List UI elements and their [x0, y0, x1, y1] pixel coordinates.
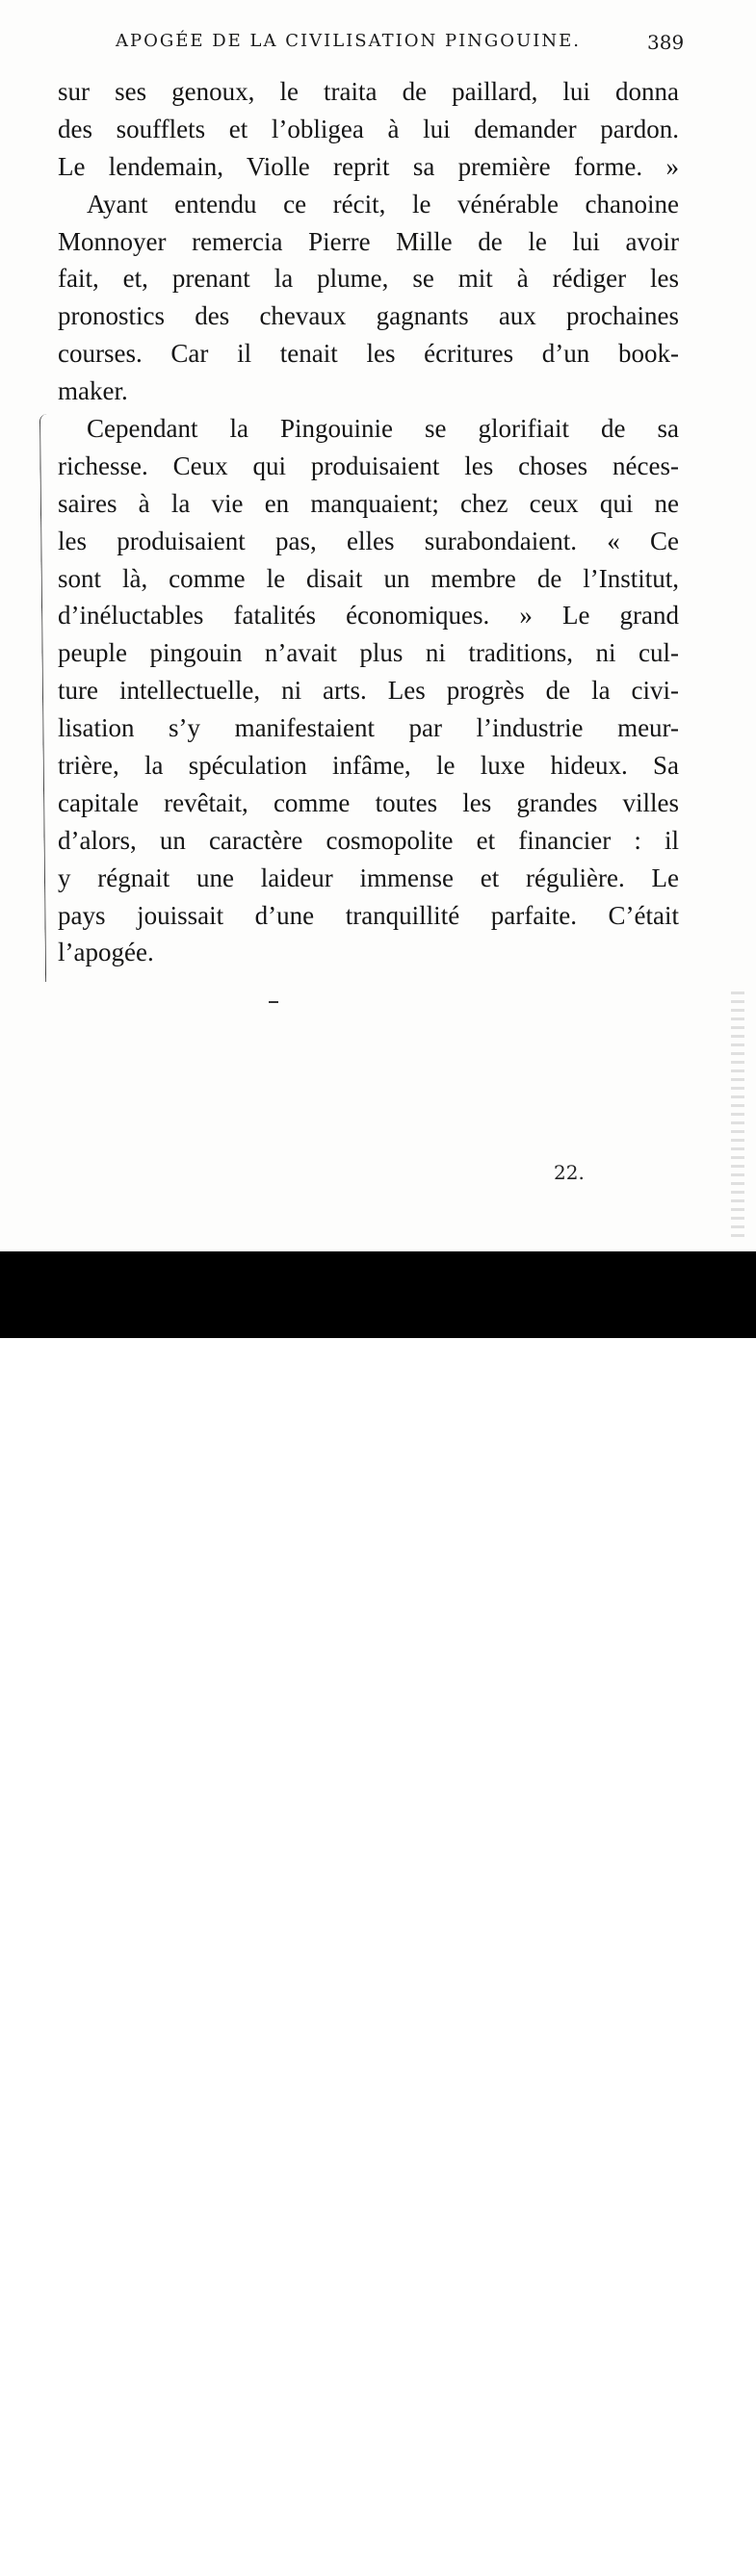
text-line: les produisaient pas, elles surabondaient. « Ce: [58, 526, 679, 555]
text-line: l’apogée.: [58, 938, 154, 967]
text-line: Le lendemain, Violle reprit sa première forme. »: [58, 151, 679, 181]
text-line: d’alors, un caractère cosmopolite et financier : il: [58, 825, 679, 855]
text-line: Monnoyer remercia Pierre Mille de le lui avoir: [58, 226, 679, 256]
page-number: 389: [647, 31, 685, 54]
text-line: pronostics des chevaux gagnants aux prochaines: [58, 301, 679, 331]
scan-edge-artifact: [731, 992, 744, 1242]
text-line: sont là, comme le disait un membre de l’Institut,: [58, 563, 679, 593]
text-line: Ayant entendu ce récit, le vénérable chanoine: [87, 189, 679, 219]
watermark-footer: [0, 1251, 756, 2572]
margin-pencil-mark: [39, 414, 56, 982]
text-line: maker.: [58, 376, 128, 406]
section-dash: [269, 1001, 278, 1003]
text-line: pays jouissait d’une tranquillité parfaite. C’était: [58, 900, 679, 930]
text-line: sur ses genoux, le traita de paillard, lui donna: [58, 77, 679, 106]
text-line: peuple pingouin n’avait plus ni traditions, ni cul-: [58, 638, 679, 668]
body-text: [58, 73, 679, 971]
book-page: [0, 0, 756, 1251]
text-line: courses. Car il tenait les écritures d’un book-: [58, 339, 679, 369]
text-line: richesse. Ceux qui produisaient les choses néces-: [58, 451, 679, 480]
site-url: www.alamy.com: [598, 2553, 731, 2572]
text-line: d’inéluctables fatalités économiques. » Le grand: [58, 601, 679, 631]
signature-mark: 22.: [554, 1161, 585, 1184]
alamy-logo: alamy: [31, 2514, 190, 2570]
text-line: lisation s’y manifestaient par l’industrie meur-: [58, 713, 679, 743]
text-line: y régnait une laideur immense et régulière. Le: [58, 863, 679, 892]
text-line: Cependant la Pingouinie se glorifiait de sa: [87, 414, 679, 444]
text-line: fait, et, prenant la plume, se mit à rédiger les: [58, 264, 679, 294]
text-line: ture intellectuelle, ni arts. Les progrès de la civi-: [58, 676, 679, 706]
running-head: APOGÉE DE LA CIVILISATION PINGOUINE.: [116, 31, 581, 51]
text-line: saires à la vie en manquaient; chez ceux qui ne: [58, 488, 679, 518]
image-id: Image ID: KBXJJ0: [592, 2527, 731, 2546]
text-line: trière, la spéculation infâme, le luxe hideux. Sa: [58, 751, 679, 781]
text-line: des soufflets et l’obligea à lui demander pardon.: [58, 114, 679, 143]
text-line: capitale revêtait, comme toutes les grandes villes: [58, 787, 679, 817]
footer-info: [593, 2524, 731, 2576]
